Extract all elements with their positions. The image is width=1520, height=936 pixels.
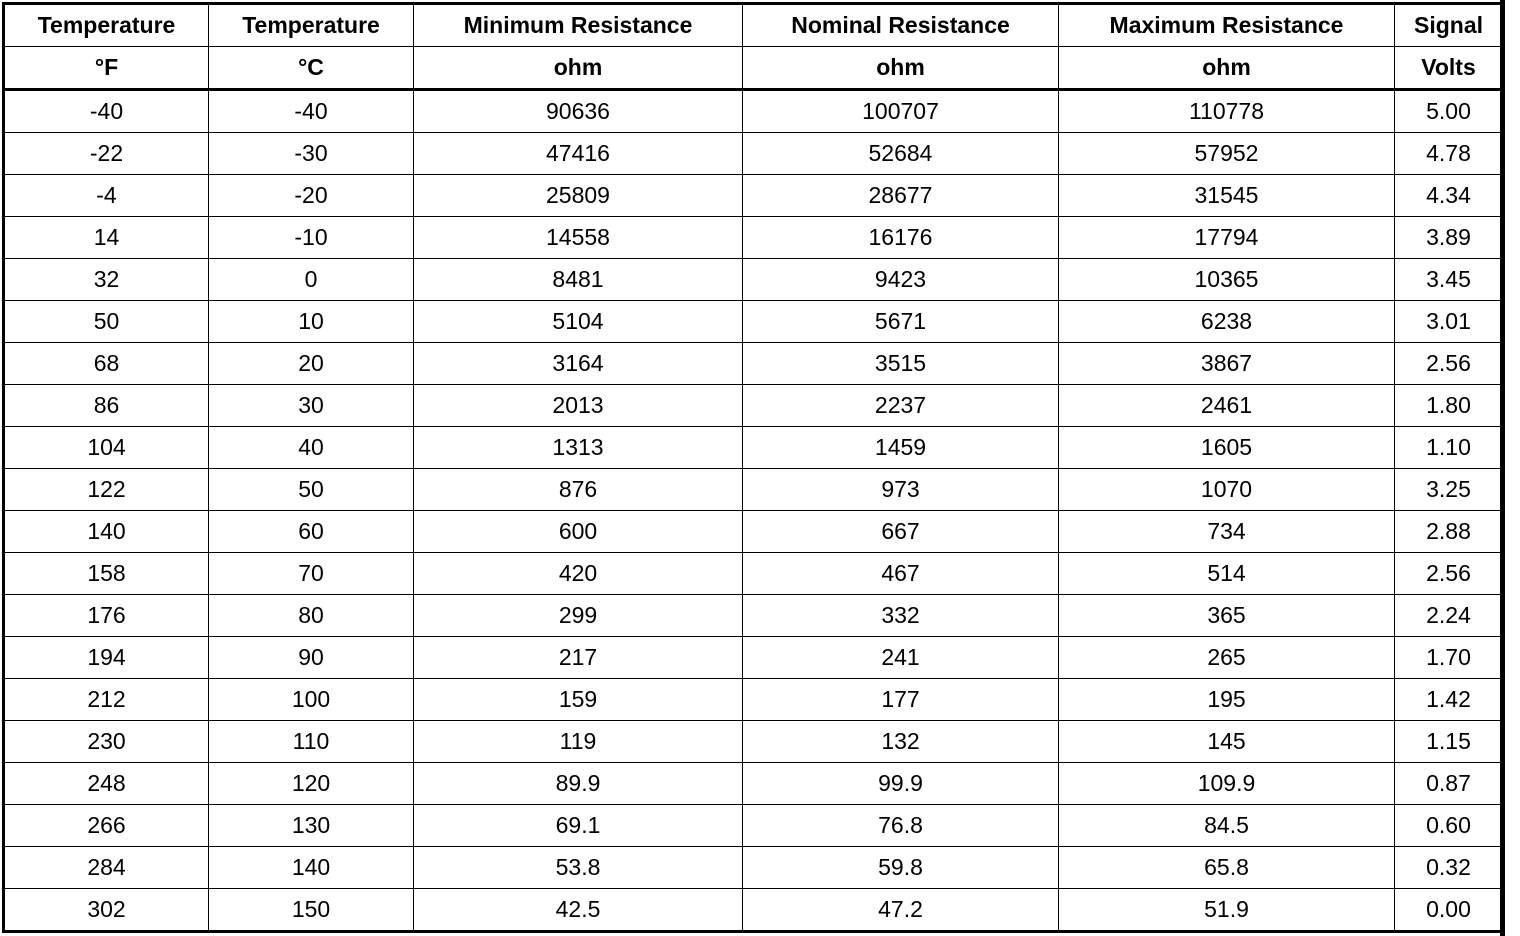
temp-c-cell: 50 xyxy=(209,469,414,511)
unit-fahrenheit: °F xyxy=(4,47,209,90)
max-resistance-cell: 109.9 xyxy=(1059,763,1395,805)
temp-f-cell: 68 xyxy=(4,343,209,385)
min-resistance-cell: 1313 xyxy=(414,427,743,469)
signal-volts-cell: 0.32 xyxy=(1395,847,1504,889)
signal-volts-cell: 3.89 xyxy=(1395,217,1504,259)
table-row xyxy=(4,133,1504,175)
signal-volts-cell: 3.01 xyxy=(1395,301,1504,343)
table-row xyxy=(4,259,1504,301)
table-row xyxy=(4,595,1504,637)
nominal-resistance-cell: 332 xyxy=(743,595,1059,637)
table-row xyxy=(4,90,1504,133)
min-resistance-cell: 90636 xyxy=(414,90,743,133)
signal-volts-cell: 1.70 xyxy=(1395,637,1504,679)
header-temperature-c: Temperature xyxy=(209,4,414,47)
min-resistance-cell: 217 xyxy=(414,637,743,679)
min-resistance-cell: 47416 xyxy=(414,133,743,175)
table-row xyxy=(4,763,1504,805)
unit-celsius: °C xyxy=(209,47,414,90)
max-resistance-cell: 1070 xyxy=(1059,469,1395,511)
min-resistance-cell: 69.1 xyxy=(414,805,743,847)
temp-f-cell: 230 xyxy=(4,721,209,763)
header-signal: Signal xyxy=(1395,4,1504,47)
max-resistance-cell: 65.8 xyxy=(1059,847,1395,889)
min-resistance-cell: 5104 xyxy=(414,301,743,343)
nominal-resistance-cell: 241 xyxy=(743,637,1059,679)
nominal-resistance-cell: 47.2 xyxy=(743,889,1059,932)
min-resistance-cell: 3164 xyxy=(414,343,743,385)
temp-c-cell: 120 xyxy=(209,763,414,805)
max-resistance-cell: 365 xyxy=(1059,595,1395,637)
table-row xyxy=(4,637,1504,679)
temp-f-cell: 104 xyxy=(4,427,209,469)
nominal-resistance-cell: 1459 xyxy=(743,427,1059,469)
max-resistance-cell: 145 xyxy=(1059,721,1395,763)
temp-f-cell: 302 xyxy=(4,889,209,932)
signal-volts-cell: 0.87 xyxy=(1395,763,1504,805)
signal-volts-cell: 2.56 xyxy=(1395,343,1504,385)
table-row xyxy=(4,469,1504,511)
min-resistance-cell: 8481 xyxy=(414,259,743,301)
temp-c-cell: -10 xyxy=(209,217,414,259)
signal-volts-cell: 0.00 xyxy=(1395,889,1504,932)
min-resistance-cell: 25809 xyxy=(414,175,743,217)
temp-f-cell: 176 xyxy=(4,595,209,637)
max-resistance-cell: 57952 xyxy=(1059,133,1395,175)
signal-volts-cell: 5.00 xyxy=(1395,90,1504,133)
temp-c-cell: -20 xyxy=(209,175,414,217)
temp-f-cell: -4 xyxy=(4,175,209,217)
min-resistance-cell: 420 xyxy=(414,553,743,595)
min-resistance-cell: 14558 xyxy=(414,217,743,259)
nominal-resistance-cell: 3515 xyxy=(743,343,1059,385)
table-row xyxy=(4,301,1504,343)
temp-c-cell: 80 xyxy=(209,595,414,637)
max-resistance-cell: 10365 xyxy=(1059,259,1395,301)
min-resistance-cell: 2013 xyxy=(414,385,743,427)
max-resistance-cell: 2461 xyxy=(1059,385,1395,427)
signal-volts-cell: 4.78 xyxy=(1395,133,1504,175)
max-resistance-cell: 31545 xyxy=(1059,175,1395,217)
max-resistance-cell: 84.5 xyxy=(1059,805,1395,847)
signal-volts-cell: 3.45 xyxy=(1395,259,1504,301)
min-resistance-cell: 89.9 xyxy=(414,763,743,805)
table-row xyxy=(4,553,1504,595)
max-resistance-cell: 265 xyxy=(1059,637,1395,679)
temp-c-cell: 130 xyxy=(209,805,414,847)
signal-volts-cell: 3.25 xyxy=(1395,469,1504,511)
signal-volts-cell: 1.10 xyxy=(1395,427,1504,469)
temp-c-cell: -40 xyxy=(209,90,414,133)
table-row xyxy=(4,427,1504,469)
temp-c-cell: -30 xyxy=(209,133,414,175)
table-row xyxy=(4,889,1504,932)
nominal-resistance-cell: 16176 xyxy=(743,217,1059,259)
signal-volts-cell: 2.88 xyxy=(1395,511,1504,553)
temp-c-cell: 40 xyxy=(209,427,414,469)
temp-f-cell: 32 xyxy=(4,259,209,301)
temp-f-cell: -22 xyxy=(4,133,209,175)
temp-f-cell: 158 xyxy=(4,553,209,595)
temp-f-cell: 212 xyxy=(4,679,209,721)
temp-f-cell: 122 xyxy=(4,469,209,511)
nominal-resistance-cell: 52684 xyxy=(743,133,1059,175)
max-resistance-cell: 17794 xyxy=(1059,217,1395,259)
table-body xyxy=(4,90,1504,932)
nominal-resistance-cell: 177 xyxy=(743,679,1059,721)
nominal-resistance-cell: 973 xyxy=(743,469,1059,511)
min-resistance-cell: 299 xyxy=(414,595,743,637)
nominal-resistance-cell: 2237 xyxy=(743,385,1059,427)
temp-c-cell: 0 xyxy=(209,259,414,301)
sensor-resistance-table xyxy=(2,2,1505,933)
header-maximum-resistance: Maximum Resistance xyxy=(1059,4,1395,47)
temp-c-cell: 30 xyxy=(209,385,414,427)
temp-c-cell: 20 xyxy=(209,343,414,385)
header-title-row xyxy=(4,4,1504,47)
unit-min-ohm: ohm xyxy=(414,47,743,90)
temp-c-cell: 110 xyxy=(209,721,414,763)
max-resistance-cell: 51.9 xyxy=(1059,889,1395,932)
signal-volts-cell: 1.80 xyxy=(1395,385,1504,427)
nominal-resistance-cell: 9423 xyxy=(743,259,1059,301)
unit-max-ohm: ohm xyxy=(1059,47,1395,90)
temp-f-cell: 14 xyxy=(4,217,209,259)
temp-f-cell: 194 xyxy=(4,637,209,679)
min-resistance-cell: 42.5 xyxy=(414,889,743,932)
nominal-resistance-cell: 28677 xyxy=(743,175,1059,217)
unit-volts: Volts xyxy=(1395,47,1504,90)
nominal-resistance-cell: 667 xyxy=(743,511,1059,553)
max-resistance-cell: 110778 xyxy=(1059,90,1395,133)
temp-c-cell: 140 xyxy=(209,847,414,889)
temp-f-cell: 50 xyxy=(4,301,209,343)
unit-nominal-ohm: ohm xyxy=(743,47,1059,90)
nominal-resistance-cell: 132 xyxy=(743,721,1059,763)
header-unit-row xyxy=(4,47,1504,90)
max-resistance-cell: 195 xyxy=(1059,679,1395,721)
nominal-resistance-cell: 5671 xyxy=(743,301,1059,343)
temp-c-cell: 150 xyxy=(209,889,414,932)
table-row xyxy=(4,511,1504,553)
temp-c-cell: 60 xyxy=(209,511,414,553)
table-right-border xyxy=(1500,0,1505,936)
max-resistance-cell: 514 xyxy=(1059,553,1395,595)
max-resistance-cell: 6238 xyxy=(1059,301,1395,343)
temp-f-cell: -40 xyxy=(4,90,209,133)
nominal-resistance-cell: 59.8 xyxy=(743,847,1059,889)
temp-f-cell: 284 xyxy=(4,847,209,889)
temp-f-cell: 86 xyxy=(4,385,209,427)
temp-c-cell: 90 xyxy=(209,637,414,679)
table-row xyxy=(4,217,1504,259)
min-resistance-cell: 876 xyxy=(414,469,743,511)
nominal-resistance-cell: 99.9 xyxy=(743,763,1059,805)
nominal-resistance-cell: 467 xyxy=(743,553,1059,595)
temp-c-cell: 100 xyxy=(209,679,414,721)
min-resistance-cell: 600 xyxy=(414,511,743,553)
signal-volts-cell: 4.34 xyxy=(1395,175,1504,217)
signal-volts-cell: 0.60 xyxy=(1395,805,1504,847)
table-row xyxy=(4,721,1504,763)
table-row xyxy=(4,847,1504,889)
temp-f-cell: 248 xyxy=(4,763,209,805)
max-resistance-cell: 1605 xyxy=(1059,427,1395,469)
max-resistance-cell: 734 xyxy=(1059,511,1395,553)
temp-c-cell: 70 xyxy=(209,553,414,595)
min-resistance-cell: 159 xyxy=(414,679,743,721)
nominal-resistance-cell: 76.8 xyxy=(743,805,1059,847)
nominal-resistance-cell: 100707 xyxy=(743,90,1059,133)
table-row xyxy=(4,343,1504,385)
signal-volts-cell: 2.24 xyxy=(1395,595,1504,637)
table-row xyxy=(4,175,1504,217)
signal-volts-cell: 2.56 xyxy=(1395,553,1504,595)
table-row xyxy=(4,679,1504,721)
header-minimum-resistance: Minimum Resistance xyxy=(414,4,743,47)
signal-volts-cell: 1.15 xyxy=(1395,721,1504,763)
temp-c-cell: 10 xyxy=(209,301,414,343)
table-row xyxy=(4,805,1504,847)
signal-volts-cell: 1.42 xyxy=(1395,679,1504,721)
temp-f-cell: 266 xyxy=(4,805,209,847)
header-temperature-f: Temperature xyxy=(4,4,209,47)
temp-f-cell: 140 xyxy=(4,511,209,553)
header-nominal-resistance: Nominal Resistance xyxy=(743,4,1059,47)
min-resistance-cell: 53.8 xyxy=(414,847,743,889)
min-resistance-cell: 119 xyxy=(414,721,743,763)
max-resistance-cell: 3867 xyxy=(1059,343,1395,385)
table-row xyxy=(4,385,1504,427)
